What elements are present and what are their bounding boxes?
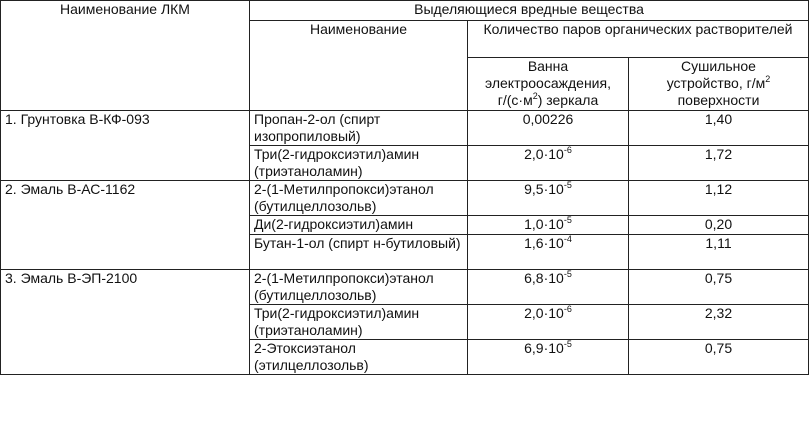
bath-mantissa: 2,0 bbox=[524, 305, 544, 321]
header-bath-line3 bbox=[472, 92, 624, 109]
bath-mantissa: 6,9 bbox=[524, 340, 544, 356]
header-lkm: Наименование ЛКМ bbox=[1, 1, 250, 111]
sci-dot: · bbox=[543, 340, 549, 356]
bath-value-cell bbox=[468, 235, 629, 270]
bath-mantissa: 2,0 bbox=[524, 146, 544, 162]
substance-cell: Три(2-гидроксиэтил)амин (триэтаноламин) bbox=[250, 305, 468, 340]
substance-cell: Ди(2-гидроксиэтил)амин bbox=[250, 216, 468, 235]
substance-cell: Три(2-гидроксиэтил)амин (триэтаноламин) bbox=[250, 146, 468, 181]
table-row bbox=[1, 111, 809, 146]
bath-unit-b: м bbox=[523, 92, 533, 108]
lkm-cell: 2. Эмаль В-АС-1162 bbox=[1, 181, 250, 270]
dryer-value-cell: 1,11 bbox=[629, 235, 809, 270]
sci-base: 10 bbox=[548, 340, 564, 356]
lkm-cell: 3. Эмаль В-ЭП-2100 bbox=[1, 270, 250, 375]
table-row bbox=[1, 270, 809, 305]
bath-mantissa: 1,0 bbox=[524, 216, 544, 232]
bath-value-cell bbox=[468, 216, 629, 235]
header-dryer bbox=[629, 58, 809, 111]
sci-base: 10 bbox=[548, 146, 564, 162]
header-row-1 bbox=[1, 1, 809, 21]
dryer-value-cell: 0,75 bbox=[629, 270, 809, 305]
bath-unit-dot: · bbox=[518, 92, 524, 108]
bath-value-cell bbox=[468, 111, 629, 146]
sci-exp: -5 bbox=[563, 180, 572, 190]
sci-dot: · bbox=[543, 146, 549, 162]
bath-value-cell bbox=[468, 270, 629, 305]
header-bath bbox=[468, 58, 629, 111]
header-harmful: Выделяющиеся вредные вещества bbox=[250, 1, 809, 21]
header-dryer-line3: поверхности bbox=[677, 92, 760, 108]
sci-dot: · bbox=[543, 235, 549, 251]
substance-cell: 2-(1-Метилпропокси)этанол (бутилцеллозольв) bbox=[250, 181, 468, 216]
bath-mantissa: 6,8 bbox=[524, 270, 544, 286]
dryer-value-cell: 1,12 bbox=[629, 181, 809, 216]
bath-value-cell bbox=[468, 146, 629, 181]
dryer-value-cell: 1,72 bbox=[629, 146, 809, 181]
dryer-value-cell: 2,32 bbox=[629, 305, 809, 340]
bath-value-cell bbox=[468, 305, 629, 340]
header-bath-line2: электроосаждения, bbox=[485, 75, 611, 91]
bath-value: 0,00226 bbox=[522, 111, 574, 127]
sci-dot: · bbox=[543, 181, 549, 197]
bath-unit-exp: 2 bbox=[532, 91, 538, 101]
substance-cell: Пропан-2-ол (спирт изопропиловый) bbox=[250, 111, 468, 146]
substance-cell: 2-(1-Метилпропокси)этанол (бутилцеллозольв) bbox=[250, 270, 468, 305]
sci-base: 10 bbox=[548, 181, 564, 197]
header-bath-line1: Ванна bbox=[527, 58, 569, 74]
bath-value-cell bbox=[468, 181, 629, 216]
substance-cell: Бутан-1-ол (спирт н-бутиловый) bbox=[250, 235, 468, 270]
sci-base: 10 bbox=[548, 305, 564, 321]
sci-exp: -5 bbox=[563, 215, 572, 225]
dryer-unit-exp: 2 bbox=[765, 74, 771, 84]
substance-cell: 2-Этоксиэтанол (этилцеллозольв) bbox=[250, 340, 468, 375]
lkm-cell: 1. Грунтовка В-КФ-093 bbox=[1, 111, 250, 181]
sci-base: 10 bbox=[548, 216, 564, 232]
bath-unit-a: г/(с bbox=[497, 92, 519, 108]
dryer-unit-a: устройство, г/м bbox=[666, 75, 766, 91]
sci-dot: · bbox=[543, 270, 549, 286]
sci-exp: -5 bbox=[563, 339, 572, 349]
bath-value-cell bbox=[468, 340, 629, 375]
bath-mantissa: 9,5 bbox=[524, 181, 544, 197]
sci-exp: -6 bbox=[563, 145, 572, 155]
bath-mantissa: 1,6 bbox=[524, 235, 544, 251]
sci-exp: -4 bbox=[563, 234, 572, 244]
sci-base: 10 bbox=[548, 270, 564, 286]
dryer-value-cell: 0,20 bbox=[629, 216, 809, 235]
sci-dot: · bbox=[543, 216, 549, 232]
header-dryer-line2 bbox=[633, 75, 804, 92]
header-substance-name: Наименование bbox=[250, 21, 468, 111]
dryer-value-cell: 0,75 bbox=[629, 340, 809, 375]
header-quantity: Количество паров органических растворителей bbox=[468, 21, 809, 58]
sci-exp: -6 bbox=[563, 304, 572, 314]
table-row bbox=[1, 181, 809, 216]
bath-unit-d: ) зеркала bbox=[537, 92, 599, 108]
header-dryer-line1: Сушильное bbox=[681, 58, 756, 74]
dryer-value-cell: 1,40 bbox=[629, 111, 809, 146]
sci-base: 10 bbox=[548, 235, 564, 251]
sci-dot: · bbox=[543, 305, 549, 321]
sci-exp: -5 bbox=[563, 269, 572, 279]
